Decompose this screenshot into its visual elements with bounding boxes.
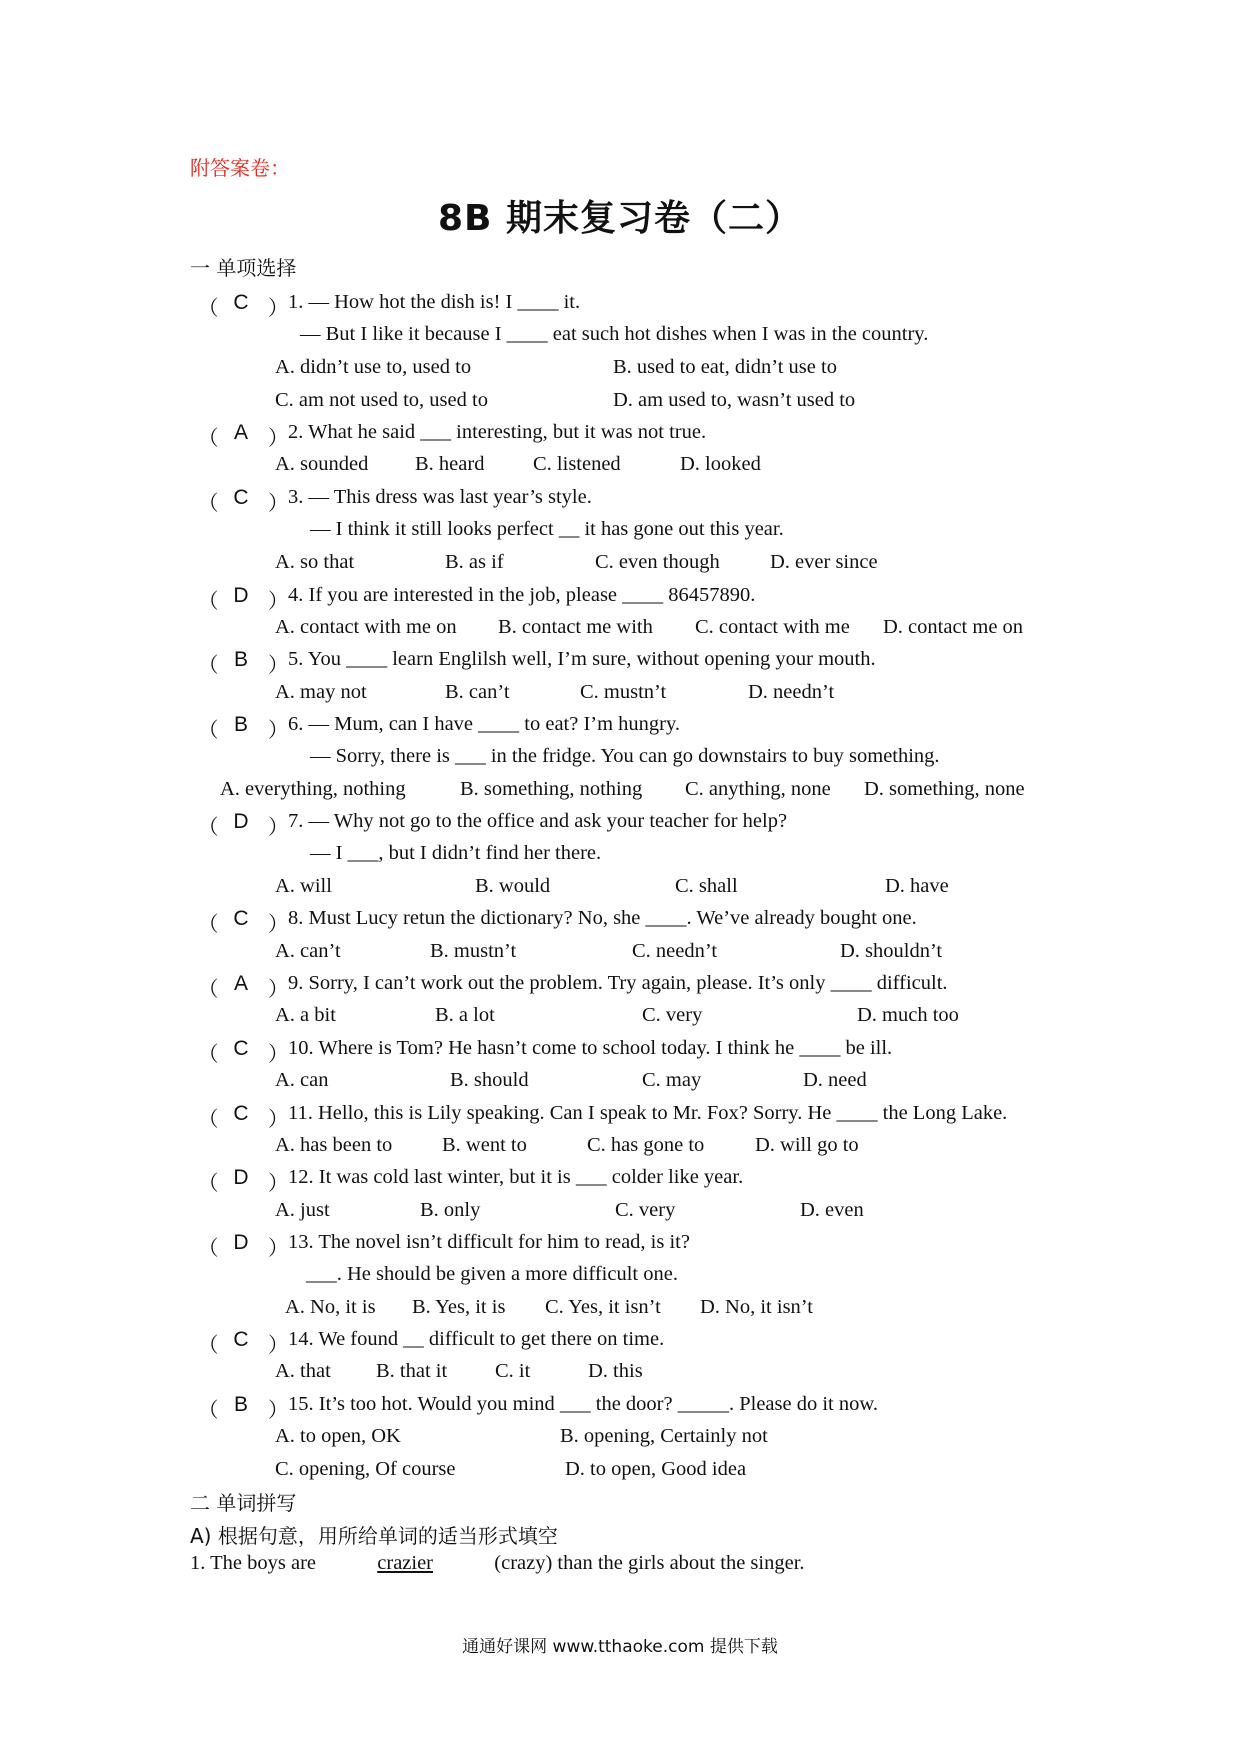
answer-paren-open: （ — [198, 493, 219, 515]
question-stem: 14. We found __ difficult to get there on time. — [288, 1328, 665, 1350]
fill-item-1 — [190, 1552, 805, 1575]
answer-letter: D — [233, 1231, 249, 1254]
answer-option: A. can — [275, 1069, 329, 1091]
answer-letter: B — [233, 648, 248, 671]
answer-option: D. ever since — [770, 551, 878, 573]
answer-option: C. very — [615, 1199, 676, 1221]
section-word-spelling: 二 单词拼写 — [190, 1491, 297, 1515]
question-reply-line: ___. He should be given a more difficult one. — [306, 1263, 678, 1285]
question-item — [0, 584, 1240, 614]
answer-option: C. needn’t — [632, 940, 718, 962]
question-item — [0, 1102, 1240, 1132]
answer-paren-close: ） — [268, 914, 289, 936]
answer-option: D. contact me on — [883, 616, 1024, 638]
question-item — [0, 648, 1240, 678]
answer-option: C. may — [642, 1069, 702, 1091]
question-item — [0, 907, 1240, 937]
answer-option: B. opening, Certainly not — [560, 1425, 768, 1447]
answer-paren-close: ） — [268, 1173, 289, 1195]
answer-option: A. just — [275, 1199, 330, 1221]
question-item — [0, 810, 1240, 840]
answer-option: A. didn’t use to, used to — [275, 356, 472, 378]
question-stem: 2. What he said ___ interesting, but it was not true. — [288, 421, 707, 443]
answer-paren-close: ） — [268, 493, 289, 515]
answer-option: B. only — [420, 1199, 481, 1221]
answer-letter: A — [233, 972, 248, 995]
question-stem: 9. Sorry, I can’t work out the problem. Try again, please. It’s only ____ difficult. — [288, 972, 948, 994]
answer-option: B. that it — [376, 1360, 448, 1382]
question-item — [0, 1166, 1240, 1196]
question-item — [0, 972, 1240, 1002]
answer-option: A. that — [275, 1360, 331, 1382]
answer-option: C. listened — [533, 453, 621, 475]
answer-option: C. even though — [595, 551, 720, 573]
answer-option: B. as if — [445, 551, 504, 573]
answer-option: C. it — [495, 1360, 531, 1382]
answer-option: B. something, nothing — [460, 778, 643, 800]
answer-letter: C — [233, 1328, 249, 1351]
answer-option: D. have — [885, 875, 949, 897]
answer-option: D. need — [803, 1069, 867, 1091]
answer-paren-open: （ — [198, 1400, 219, 1422]
answer-paren-close: ） — [268, 720, 289, 742]
question-reply-line: — Sorry, there is ___ in the fridge. You can go downstairs to buy something. — [310, 745, 940, 767]
answer-option: D. looked — [680, 453, 761, 475]
answer-option: C. mustn’t — [580, 681, 667, 703]
fill-item-1-text-after: (crazy) than the girls about the singer. — [489, 1552, 805, 1574]
question-item — [0, 1231, 1240, 1261]
question-item — [0, 291, 1240, 321]
fill-item-1-text-before: 1. The boys are — [190, 1552, 322, 1574]
answer-option: A. can’t — [275, 940, 341, 962]
section-word-form-instruction: A) 根据句意，用所给单词的适当形式填空 — [190, 1524, 558, 1548]
answer-option: D. shouldn’t — [840, 940, 943, 962]
answer-paren-open: （ — [198, 655, 219, 677]
answer-paren-close: ） — [268, 1335, 289, 1357]
answer-option: A. everything, nothing — [220, 778, 406, 800]
answer-option: B. a lot — [435, 1004, 495, 1026]
answer-paren-open: （ — [198, 914, 219, 936]
answer-option: C. very — [642, 1004, 703, 1026]
answer-option: A. has been to — [275, 1134, 393, 1156]
answer-paren-close: ） — [268, 1109, 289, 1131]
answer-option: D. this — [588, 1360, 643, 1382]
question-stem: 4. If you are interested in the job, please ____ 86457890. — [288, 584, 756, 606]
answer-paren-close: ） — [268, 428, 289, 450]
answer-option: D. will go to — [755, 1134, 859, 1156]
answer-option: B. can’t — [445, 681, 510, 703]
answer-option: C. am not used to, used to — [275, 389, 488, 411]
question-stem: 8. Must Lucy retun the dictionary? No, she ____. We’ve already bought one. — [288, 907, 917, 929]
answer-option: C. opening, Of course — [275, 1458, 456, 1480]
answer-letter: C — [233, 1037, 249, 1060]
answer-paren-close: ） — [268, 1400, 289, 1422]
answer-option: A. a bit — [275, 1004, 336, 1026]
answer-option: D. No, it isn’t — [700, 1296, 813, 1318]
answer-option: B. should — [450, 1069, 529, 1091]
answer-option: A. contact with me on — [275, 616, 457, 638]
answer-paren-close: ） — [268, 655, 289, 677]
answer-option: A. may not — [275, 681, 367, 703]
page-title: 8B 期末复习卷（二） — [437, 198, 803, 239]
answer-paren-close: ） — [268, 1044, 289, 1066]
question-item — [0, 1393, 1240, 1423]
answer-option: C. anything, none — [685, 778, 831, 800]
footer-source: 通通好课网 www.tthaoke.com 提供下载 — [462, 1637, 778, 1657]
answer-sheet-note: 附答案卷： — [190, 156, 290, 180]
answer-option: D. needn’t — [748, 681, 835, 703]
answer-paren-close: ） — [268, 591, 289, 613]
question-item — [0, 713, 1240, 743]
answer-letter: B — [233, 1393, 248, 1416]
answer-option: A. will — [275, 875, 332, 897]
answer-paren-close: ） — [268, 298, 289, 320]
answer-option: A. so that — [275, 551, 355, 573]
answer-option: C. has gone to — [587, 1134, 705, 1156]
question-reply-line: — But I like it because I ____ eat such hot dishes when I was in the country. — [300, 323, 929, 345]
answer-paren-close: ） — [268, 979, 289, 1001]
answer-paren-close: ） — [268, 817, 289, 839]
answer-paren-open: （ — [198, 591, 219, 613]
answer-letter: C — [233, 907, 249, 930]
answer-option: D. to open, Good idea — [565, 1458, 747, 1480]
question-item — [0, 1037, 1240, 1067]
question-stem: 5. You ____ learn Englilsh well, I’m sure, without opening your mouth. — [288, 648, 876, 670]
fill-item-1-answer: crazier — [377, 1552, 434, 1574]
answer-option: B. mustn’t — [430, 940, 517, 962]
answer-paren-open: （ — [198, 1044, 219, 1066]
answer-letter: D — [233, 1166, 249, 1189]
section-single-choice: 一 单项选择 — [190, 256, 297, 280]
answer-paren-close: ） — [268, 1238, 289, 1260]
question-stem: 10. Where is Tom? He hasn’t come to school today. I think he ____ be ill. — [288, 1037, 893, 1059]
answer-paren-open: （ — [198, 298, 219, 320]
question-stem: 7. — Why not go to the office and ask your teacher for help? — [288, 810, 788, 832]
answer-letter: D — [233, 584, 249, 607]
answer-letter: C — [233, 291, 249, 314]
answer-paren-open: （ — [198, 720, 219, 742]
answer-option: A. to open, OK — [275, 1425, 401, 1447]
answer-option: B. Yes, it is — [412, 1296, 506, 1318]
answer-paren-open: （ — [198, 428, 219, 450]
answer-option: C. shall — [675, 875, 738, 897]
answer-option: B. used to eat, didn’t use to — [613, 356, 837, 378]
answer-paren-open: （ — [198, 1109, 219, 1131]
answer-paren-open: （ — [198, 1238, 219, 1260]
question-stem: 1. — How hot the dish is! I ____ it. — [288, 291, 581, 313]
answer-letter: C — [233, 1102, 249, 1125]
answer-option: B. went to — [442, 1134, 527, 1156]
answer-option: D. much too — [857, 1004, 959, 1026]
question-reply-line: — I ___, but I didn’t find her there. — [310, 842, 602, 864]
answer-option: C. contact with me — [695, 616, 850, 638]
question-item — [0, 1328, 1240, 1358]
question-stem: 11. Hello, this is Lily speaking. Can I speak to Mr. Fox? Sorry. He ____ the Long Lake. — [288, 1102, 1008, 1124]
answer-option: B. heard — [415, 453, 485, 475]
answer-letter: A — [233, 421, 248, 444]
answer-option: C. Yes, it isn’t — [545, 1296, 661, 1318]
answer-option: B. contact me with — [498, 616, 653, 638]
question-stem: 3. — This dress was last year’s style. — [288, 486, 592, 508]
answer-letter: D — [233, 810, 249, 833]
answer-option: D. am used to, wasn’t used to — [613, 389, 856, 411]
answer-paren-open: （ — [198, 1335, 219, 1357]
question-item — [0, 421, 1240, 451]
answer-option: D. even — [800, 1199, 864, 1221]
question-stem: 13. The novel isn’t difficult for him to read, is it? — [288, 1231, 690, 1253]
answer-option: A. sounded — [275, 453, 369, 475]
answer-paren-open: （ — [198, 979, 219, 1001]
question-stem: 6. — Mum, can I have ____ to eat? I’m hungry. — [288, 713, 681, 735]
answer-letter: C — [233, 486, 249, 509]
answer-option: B. would — [475, 875, 551, 897]
answer-option: D. something, none — [864, 778, 1025, 800]
question-stem: 15. It’s too hot. Would you mind ___ the door? _____. Please do it now. — [288, 1393, 878, 1415]
question-stem: 12. It was cold last winter, but it is ___ colder like year. — [288, 1166, 744, 1188]
answer-paren-open: （ — [198, 817, 219, 839]
question-reply-line: — I think it still looks perfect __ it has gone out this year. — [310, 518, 784, 540]
question-item — [0, 486, 1240, 516]
answer-paren-open: （ — [198, 1173, 219, 1195]
answer-option: A. No, it is — [285, 1296, 376, 1318]
answer-letter: B — [233, 713, 248, 736]
